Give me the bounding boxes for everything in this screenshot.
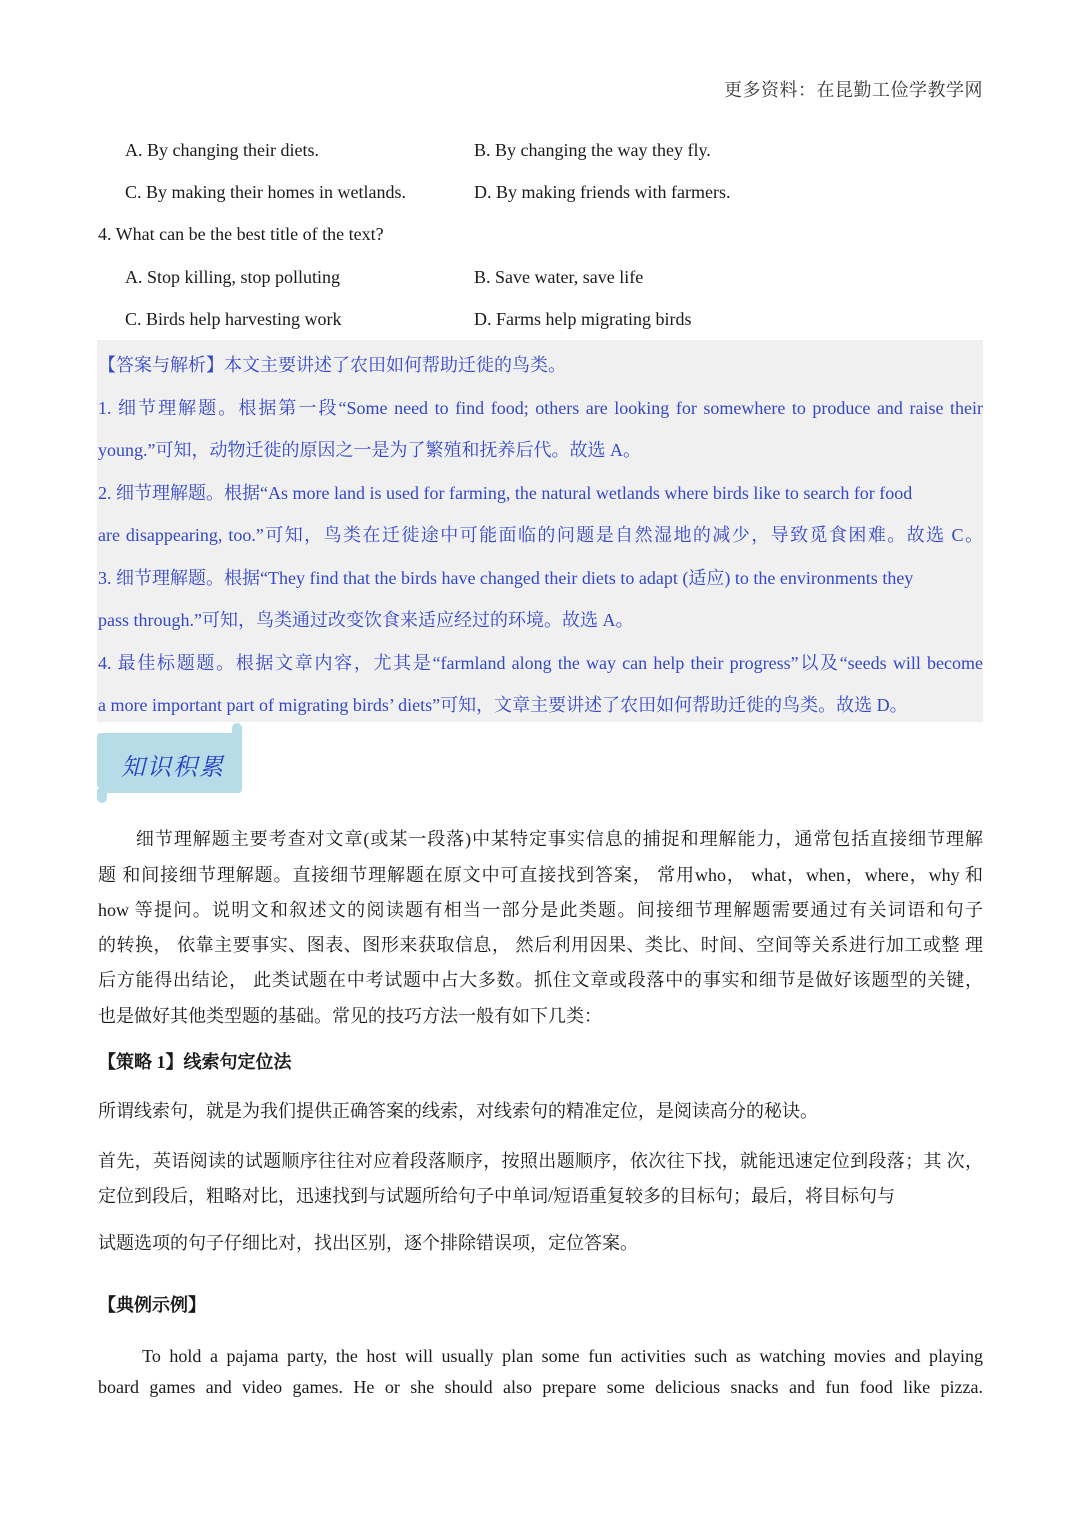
q3-options-row-2: [125, 182, 985, 203]
answer-3-line-1: 3. 细节理解题。根据“They find that the birds have changed their diets to adapt (适应) to the environments they: [98, 568, 914, 588]
answer-summary: 【答案与解析】本文主要讲述了农田如何帮助迁徙的鸟类。: [98, 355, 566, 375]
answer-1-line-2: young.”可知，动物迁徙的原因之一是为了繁殖和抚养后代。故选 A。: [98, 440, 641, 460]
knowledge-badge: [97, 733, 242, 793]
q4-option-d: D. Farms help migrating birds: [474, 309, 692, 329]
q4-option-c: C. Birds help harvesting work: [125, 309, 342, 329]
answer-2-line-2: are disappearing, too.”可知，鸟类在迁徙途中可能面临的问题是自然湿地的减少，导致觅食困难。故选 C。: [98, 525, 983, 545]
example-title: 【典例示例】: [98, 1295, 206, 1315]
knowledge-line-6: 也是做好其他类型题的基础。常见的技巧方法一般有如下几类：: [98, 1006, 602, 1026]
header-note: 更多资料：在昆勤工俭学教学网: [724, 80, 983, 100]
strategy-1-line-1: 首先，英语阅读的试题顺序往往对应着段落顺序，按照出题顺序，依次往下找，就能迅速定位到段落；其 次，: [98, 1151, 983, 1171]
q4-question: 4. What can be the best title of the text?: [98, 224, 384, 244]
knowledge-line-2: 题 和间接细节理解题。直接细节理解题在原文中可直接找到答案， 常用who， what，when，where，why 和: [98, 865, 983, 885]
q3-option-d: D. By making friends with farmers.: [474, 182, 731, 202]
answer-4-line-1: 4. 最佳标题题。根据文章内容，尤其是“farmland along the way can help their progress”以及“seeds will become: [98, 653, 983, 673]
q3-option-b: B. By changing the way they fly.: [474, 140, 711, 160]
q4-options-row-1: [125, 267, 985, 288]
q4-option-a: A. Stop killing, stop polluting: [125, 267, 341, 287]
knowledge-line-3: how 等提问。说明文和叙述文的阅读题有相当一部分是此类题。间接细节理解题需要通过有关词语和句子: [98, 900, 983, 920]
q3-option-a: A. By changing their diets.: [125, 140, 319, 160]
strategy-1-line-3: 试题选项的句子仔细比对，找出区别，逐个排除错误项，定位答案。: [98, 1233, 638, 1253]
example-line-1: To hold a pajama party, the host will usually plan some fun activities such as watching movies and playing: [98, 1346, 983, 1366]
answer-2-line-1: 2. 细节理解题。根据“As more land is used for farming, the natural wetlands where birds like to search for food: [98, 483, 913, 503]
strategy-1-line-2: 定位到段后，粗略对比，迅速找到与试题所给句子中单词/短语重复较多的目标句；最后，将目标句与: [98, 1186, 895, 1206]
q3-options-row-1: [125, 140, 985, 161]
answer-1-line-1: 1. 细节理解题。根据第一段“Some need to find food; others are looking for somewhere to produce and raise their: [98, 398, 983, 418]
strategy-1-title: 【策略 1】线索句定位法: [98, 1052, 292, 1072]
strategy-1-intro: 所谓线索句，就是为我们提供正确答案的线索，对线索句的精准定位，是阅读高分的秘诀。: [98, 1101, 818, 1121]
answer-3-line-2: pass through.”可知，鸟类通过改变饮食来适应经过的环境。故选 A。: [98, 610, 634, 630]
knowledge-line-1: 细节理解题主要考查对文章(或某一段落)中某特定事实信息的捕捉和理解能力，通常包括直接细节理解: [98, 829, 983, 849]
q4-option-b: B. Save water, save life: [474, 267, 644, 287]
q4-options-row-2: [125, 309, 985, 330]
q3-option-c: C. By making their homes in wetlands.: [125, 182, 406, 202]
knowledge-badge-label: 知识积累: [121, 753, 225, 781]
knowledge-line-5: 后方能得出结论， 此类试题在中考试题中占大多数。抓住文章或段落中的事实和细节是做好该题型的关键，: [98, 970, 983, 990]
example-line-2: board games and video games. He or she should also prepare some delicious snacks and fun food like pizza.: [98, 1377, 983, 1397]
knowledge-line-4: 的转换， 依靠主要事实、图表、图形来获取信息， 然后利用因果、类比、时间、空间等关系进行加工或整 理: [98, 935, 983, 955]
answer-4-line-2: a more important part of migrating birds’ diets”可知，文章主要讲述了农田如何帮助迁徙的鸟类。故选 D。: [98, 695, 908, 715]
